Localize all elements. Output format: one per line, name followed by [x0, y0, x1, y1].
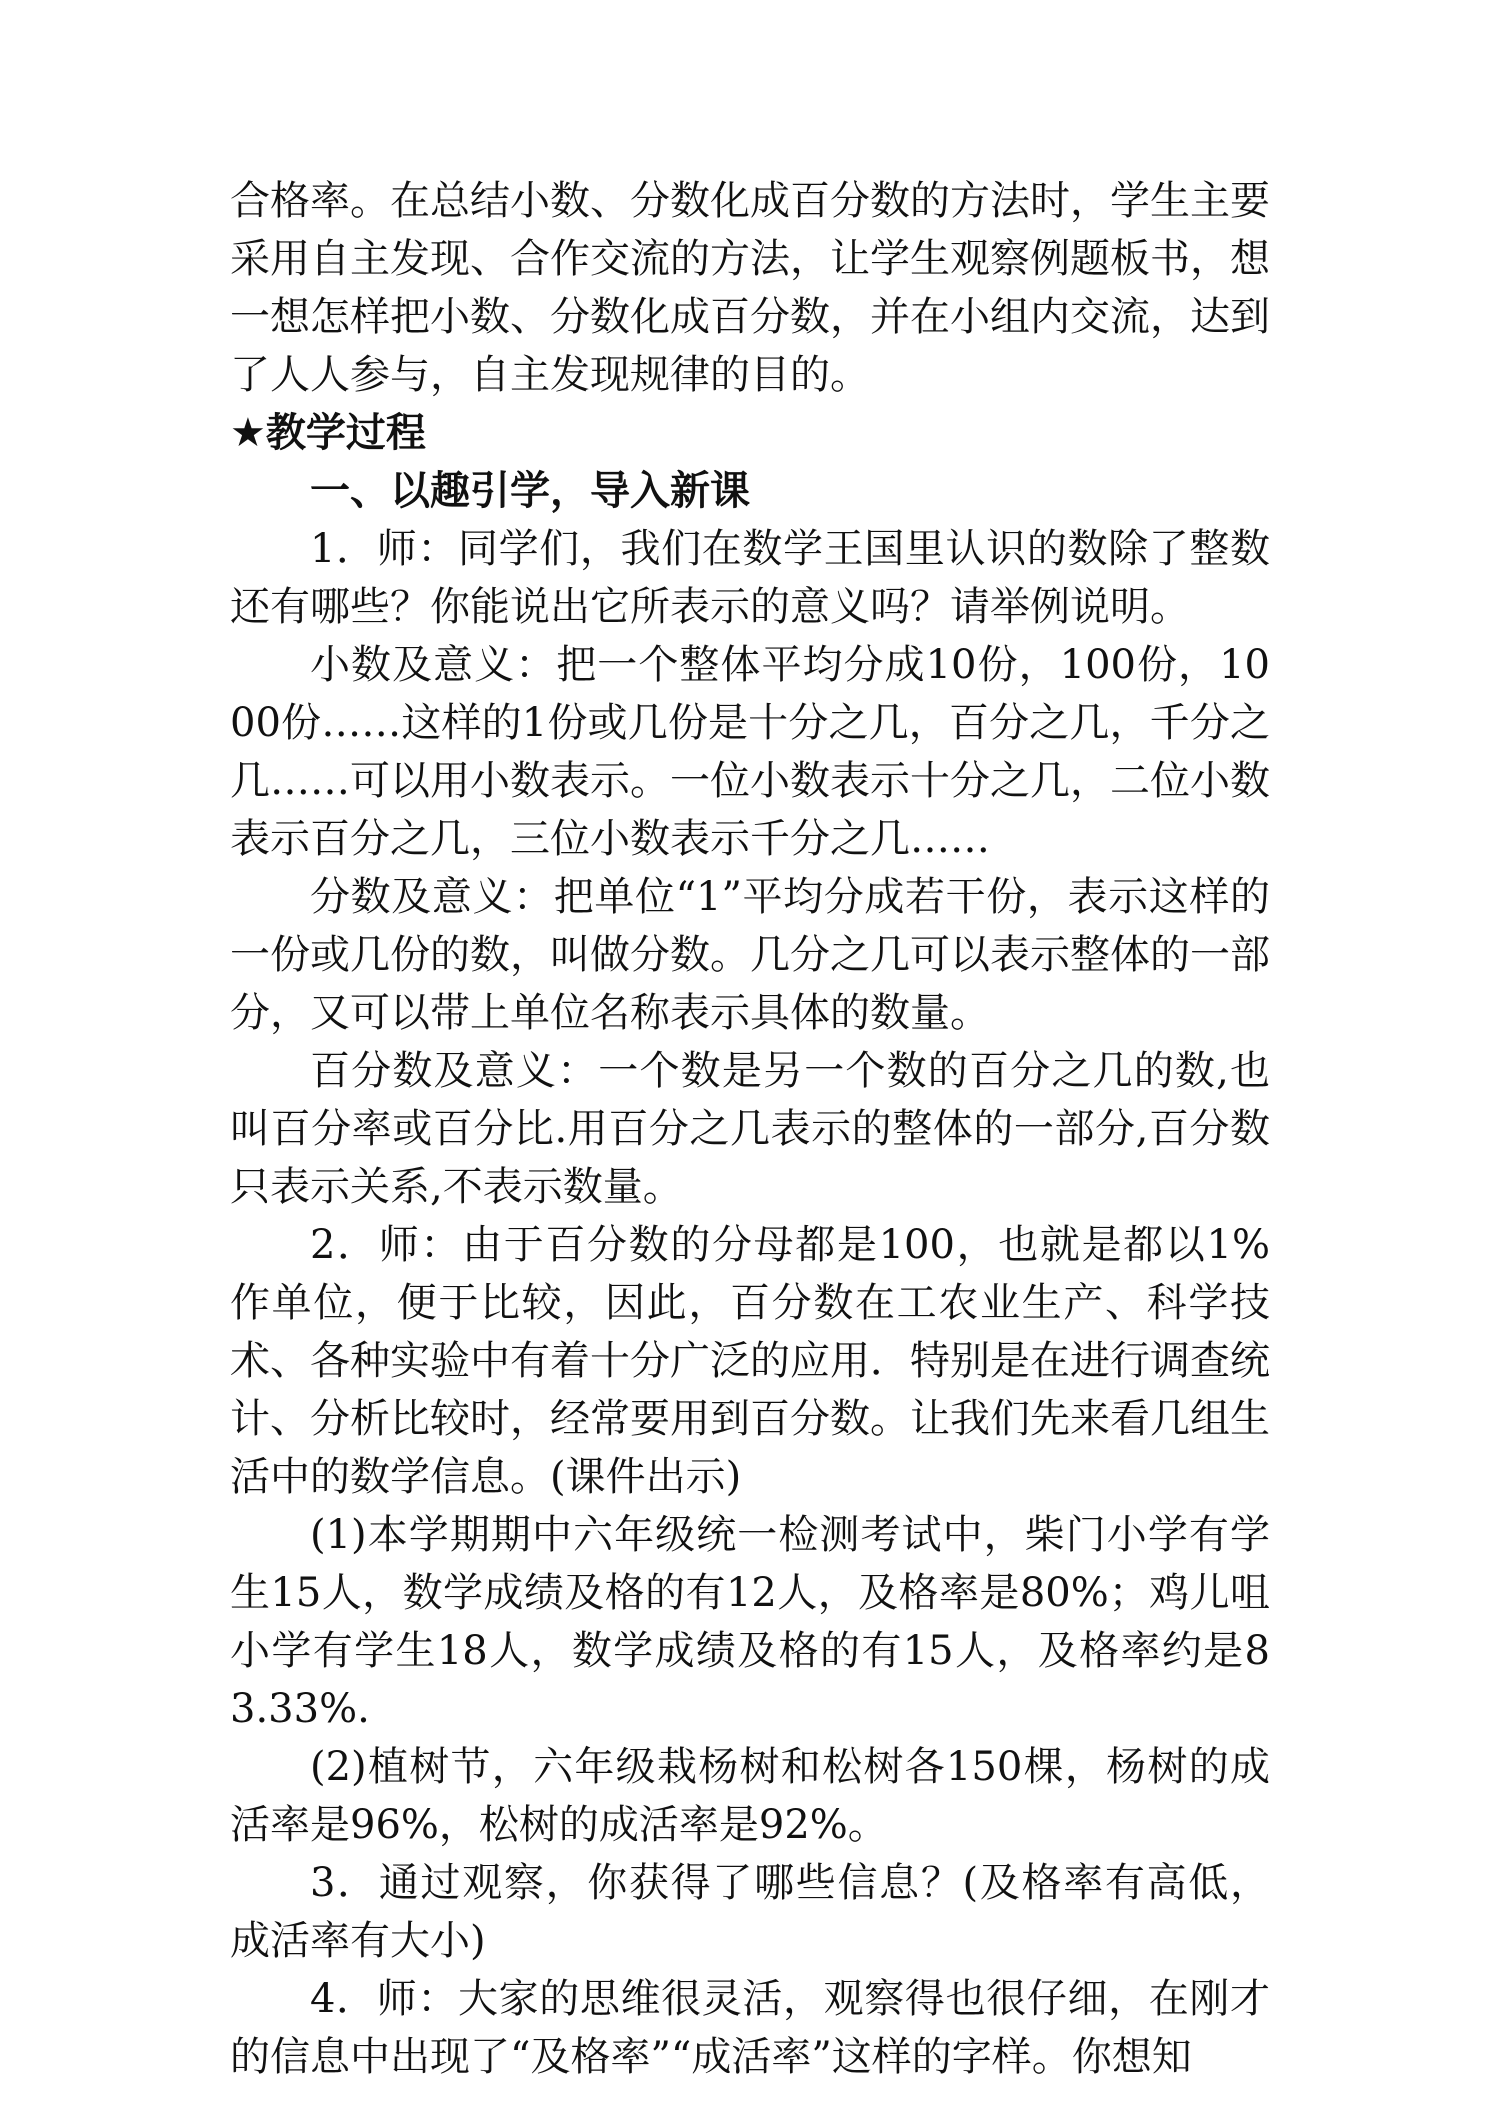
- document-page: [230, 172, 1270, 2086]
- section-heading-teaching-process: ★教学过程: [230, 410, 426, 456]
- paragraph-percent-meaning: 百分数及意义：一个数是另一个数的百分之几的数,也叫百分率或百分比.用百分之几表示的整体的一部分,百分数只表示关系,不表示数量。: [230, 1048, 1270, 1210]
- paragraph-item-2: 2．师：由于百分数的分母都是100，也就是都以1%作单位，便于比较，因此，百分数在工农业生产、科学技术、各种实验中有着十分广泛的应用．特别是在进行调查统计、分析比较时，经常要用到百分数。让我们先来看几组生活中的数学信息。(课件出示): [230, 1222, 1270, 1500]
- paragraph-fraction-meaning: 分数及意义：把单位“1”平均分成若干份，表示这样的一份或几份的数，叫做分数。几分之几可以表示整体的一部分，又可以带上单位名称表示具体的数量。: [230, 874, 1270, 1036]
- paragraph-item-4: 4．师：大家的思维很灵活，观察得也很仔细，在刚才的信息中出现了“及格率”“成活率”这样的字样。你想知: [230, 1976, 1270, 2080]
- paragraph-item-1: 1．师：同学们，我们在数学王国里认识的数除了整数还有哪些？你能说出它所表示的意义吗？请举例说明。: [230, 526, 1270, 630]
- paragraph-item-3: 3．通过观察，你获得了哪些信息？(及格率有高低，成活率有大小): [230, 1860, 1270, 1964]
- paragraph-example-1: (1)本学期期中六年级统一检测考试中，柴门小学有学生15人，数学成绩及格的有12人，及格率是80%；鸡儿咀小学有学生18人，数学成绩及格的有15人，及格率约是83.33%.: [230, 1512, 1270, 1732]
- subsection-heading-intro: 一、以趣引学，导入新课: [310, 468, 750, 514]
- paragraph-decimal-meaning: 小数及意义：把一个整体平均分成10份，100份，1000份……这样的1份或几份是十分之几，百分之几，千分之几……可以用小数表示。一位小数表示十分之几，二位小数表示百分之几，三位小数表示千分之几……: [230, 642, 1270, 862]
- intro-paragraph: 合格率。在总结小数、分数化成百分数的方法时，学生主要采用自主发现、合作交流的方法，让学生观察例题板书，想一想怎样把小数、分数化成百分数，并在小组内交流，达到了人人参与，自主发现规律的目的。: [230, 178, 1270, 398]
- paragraph-example-2: (2)植树节，六年级栽杨树和松树各150棵，杨树的成活率是96%，松树的成活率是92%。: [230, 1744, 1270, 1848]
